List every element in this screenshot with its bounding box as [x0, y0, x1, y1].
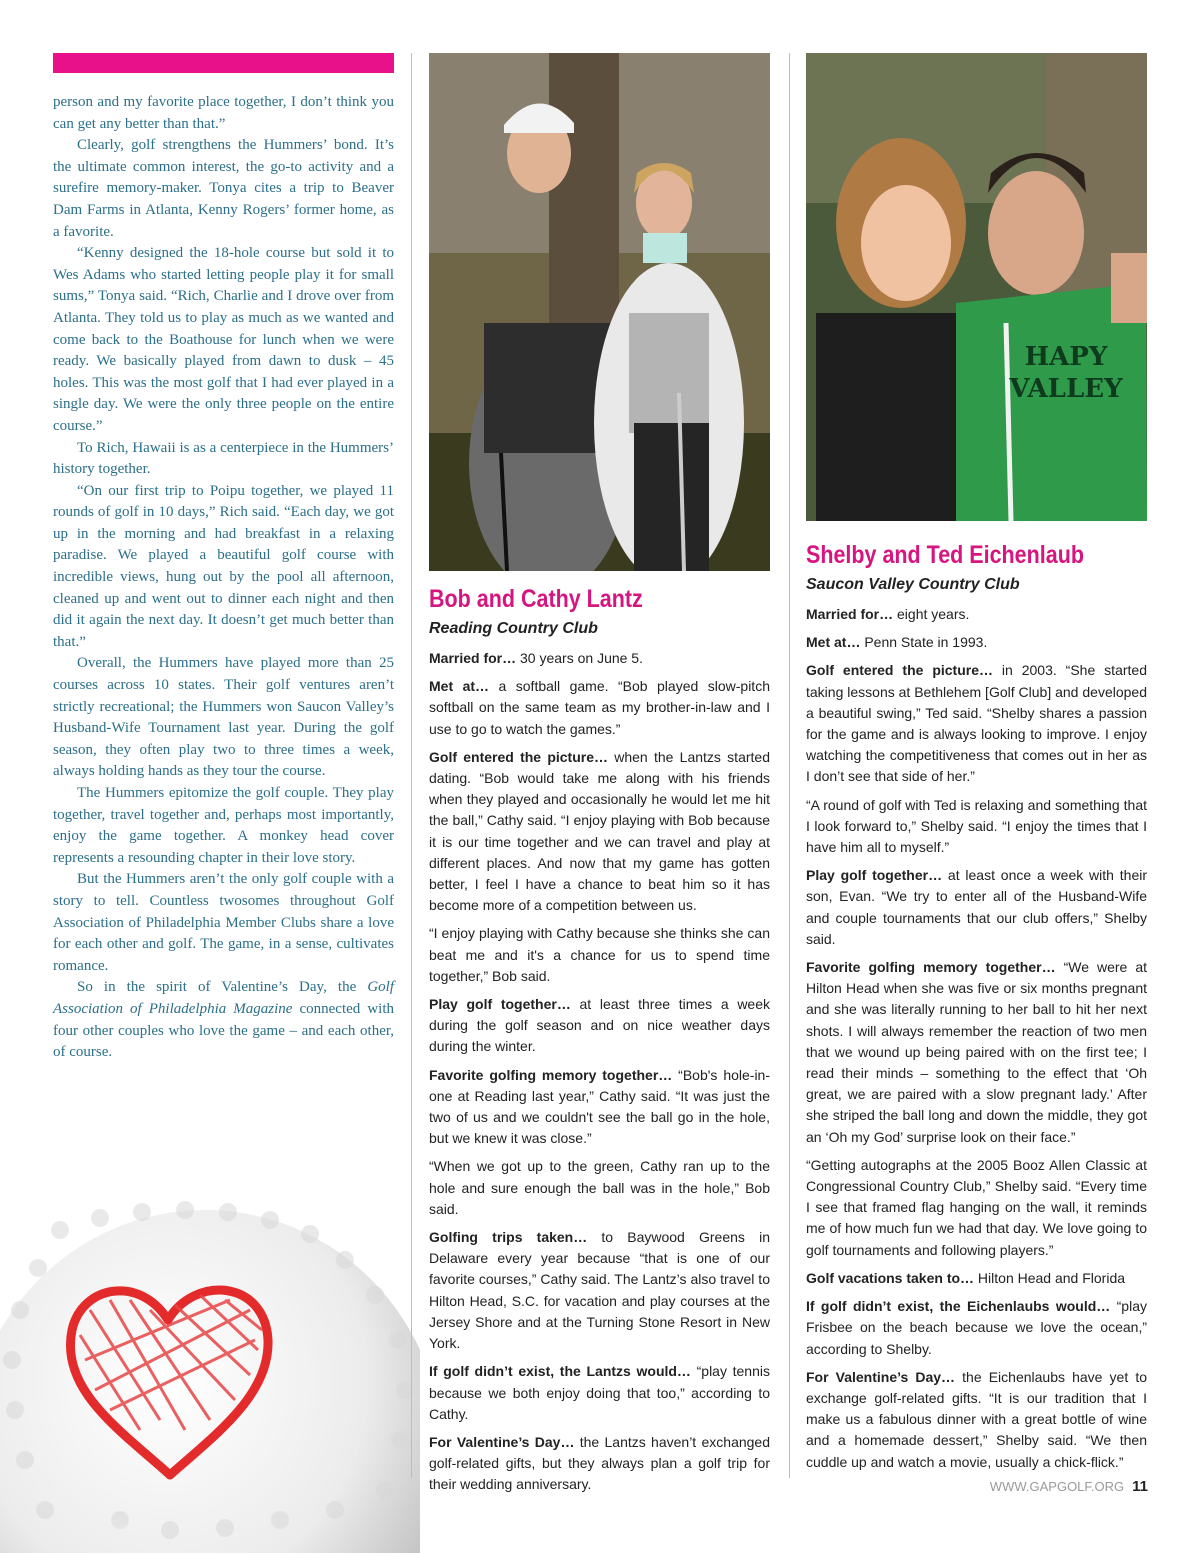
- entry-label: Favorite golfing memory together…: [429, 1066, 673, 1083]
- text-run: connected with four other couples who love the game – and each other, of course.: [53, 1000, 394, 1061]
- paragraph: Overall, the Hummers have played more than 25 courses across 10 states. Their golf ventures aren’t strictly recreational; the Hummers won Saucon Valley’s Husband-Wife Tournament last year. During the golf season, they often play two to three times a week, always holding hands as they tour the course.: [53, 655, 394, 780]
- entry-text: “Bob's hole-in-one at Reading last year,” Cathy said. “It was just the two of us and we couldn't see the ball go in the hole, but we knew it was close.”: [429, 1066, 771, 1147]
- profile-entry: [806, 1296, 1147, 1360]
- paragraph-closing: [53, 977, 394, 1063]
- entry-text: “Getting autographs at the 2005 Booz Allen Classic at Congressional Country Club,” Shelby said. “Every time I see that framed flag hanging on the wall, it reminds me of how much fun we had that day. We love going to golf tournaments and following players.”: [806, 1156, 1147, 1258]
- entry-text: “When we got up to the green, Cathy ran up to the hole and sure enough the ball was in the hole,” Bob said.: [429, 1158, 770, 1217]
- entry-text: “I enjoy playing with Cathy because she thinks she can beat me and it's a chance for us to spend time together,” Bob said.: [429, 925, 770, 984]
- paragraph: But the Hummers aren’t the only golf couple with a story to tell. Countless twosomes throughout Golf Association of Philadelphia Member Clubs share a love for each other and golf. The game, in a sense, cultivates romance.: [53, 871, 394, 974]
- profile-entry: [806, 1268, 1147, 1289]
- profile-entry: [806, 1155, 1147, 1261]
- paragraph: To Rich, Hawaii is as a centerpiece in the Hummers’ history together.: [53, 439, 394, 478]
- entry-text: “play tennis because we both enjoy doing that too,” according to Cathy.: [429, 1363, 770, 1422]
- entry-label: Married for…: [806, 606, 894, 622]
- couple-name-heading: Bob and Cathy Lantz: [429, 585, 643, 613]
- paragraph: “Kenny designed the 18-hole course but sold it to Wes Adams who started letting people play it for small sums,” Tonya said. “Rich, Charlie and I drove over from Atlanta. They told us to play as much as we wanted and come back to the Boathouse for lunch when we were ready. We basically played from dawn to dusk – 45 holes. This was the most golf that I had ever played in a single day. We were the only three people on the entire course.”: [53, 245, 394, 434]
- club-name: Saucon Valley Country Club: [806, 576, 1020, 593]
- page-footer: [990, 1478, 1148, 1495]
- profile-entry: [806, 1367, 1147, 1473]
- profile-entries: [806, 604, 1147, 1473]
- profile-entry: [429, 1065, 770, 1150]
- eichenlaub-couple-photo: [806, 53, 1147, 521]
- paragraph: Clearly, golf strengthens the Hummers’ bond. It’s the ultimate common interest, the go-to activity and a surefire memory-maker. Tonya cites a trip to Beaver Dam Farms in Atlanta, Kenny Rogers’ former home, as a favorite.: [53, 137, 394, 240]
- column-divider: [411, 53, 412, 1478]
- couple-name-heading: Shelby and Ted Eichenlaub: [806, 541, 1084, 569]
- profile-entry: [429, 923, 770, 987]
- website-url: WWW.GAPGOLF.ORG: [989, 1479, 1125, 1494]
- entry-text: in 2003. “She started taking lessons at Bethlehem [Golf Club] and developed a beautiful swing,” Ted said. “Shelby shares a passion for the game and is always looking to improve. I enjoy watching the competitiveness that comes out in her as I don’t see that side of her.”: [806, 662, 1147, 785]
- profile-entry: [806, 604, 1147, 625]
- entry-label: Play golf together…: [806, 867, 943, 884]
- profile-entry: [806, 865, 1147, 950]
- profile-entry: [806, 660, 1147, 787]
- entry-label: Met at…: [429, 678, 490, 695]
- profile-entry: [429, 1156, 770, 1220]
- text-run: So in the spirit of Valentine’s Day, the: [77, 979, 368, 996]
- shirt-text-line: HAPY: [1024, 342, 1108, 372]
- column-divider: [789, 53, 790, 1478]
- entry-label: Golfing trips taken…: [429, 1229, 588, 1246]
- entry-label: If golf didn’t exist, the Eichenlaubs would…: [806, 1298, 1111, 1315]
- entry-text: “play Frisbee on the beach because we love the ocean,” according to Shelby.: [806, 1298, 1147, 1357]
- entry-text: when the Lantzs started dating. “Bob would take me along with his friends when they played and occasionally he would let me hit the ball,” Cathy said. “I enjoy playing with Bob because it is our time together and we can travel and play at different places. And now that my game has gotten better, I feel I have a chance to beat him so it has become more of a competition between us.: [429, 748, 770, 914]
- entry-label: For Valentine’s Day…: [806, 1368, 956, 1385]
- paragraph: person and my favorite place together, I don’t think you can get any better than that.”: [53, 94, 394, 132]
- entry-text: at least three times a week during the golf season and on nice weather days during the winter.: [429, 996, 770, 1055]
- profile-entry: [806, 957, 1147, 1148]
- entry-text: at least once a week with their son, Evan. “We try to enter all of the Husband-Wife and couple tournaments that our club offers,” Shelby said.: [806, 867, 1148, 947]
- lantz-couple-photo: [429, 53, 770, 571]
- paragraph: The Hummers epitomize the golf couple. They play together, travel together and, perhaps most importantly, enjoy the game together. A monkey head cover represents a resounding chapter in their love story.: [53, 785, 394, 866]
- entry-text: “We were at Hilton Head when she was five or six months pregnant and she was literally running to her ball to hit her next shots. I will always remember the reaction of two men that we wound up being paired with on the first tee; I read their minds – something to the effect that ‘Oh great, we are paired with a slow pregnant lady.’ After she striped the ball long and down the middle, they got an ‘Oh my God’ surprise look on their face.”: [806, 959, 1147, 1145]
- profile-entry: [429, 676, 770, 740]
- intro-column: [53, 92, 394, 1064]
- entry-text: the Lantzs haven’t exchanged golf-related gifts, but they always plan a golf trip for their wedding anniversary.: [429, 1433, 770, 1493]
- entry-label: Golf entered the picture…: [429, 748, 608, 765]
- profile-entry: [429, 648, 770, 669]
- lantz-profile: [429, 584, 770, 1503]
- magazine-title: Golf Association of Philadelphia Magazine: [53, 979, 394, 1017]
- entry-label: For Valentine’s Day…: [429, 1433, 575, 1450]
- entry-label: Play golf together…: [429, 996, 571, 1013]
- entry-text: Penn State in 1993.: [860, 634, 988, 651]
- entry-label: Golf entered the picture…: [806, 662, 993, 679]
- entry-text: 30 years on June 5.: [516, 650, 643, 666]
- entry-label: Married for…: [429, 650, 517, 666]
- golf-ball-heart-image: [0, 1190, 420, 1553]
- profile-entry: [429, 747, 770, 917]
- entry-label: Golf vacations taken to…: [806, 1269, 975, 1286]
- entry-label: Favorite golfing memory together…: [806, 959, 1056, 976]
- entry-label: If golf didn’t exist, the Lantzs would…: [429, 1363, 691, 1380]
- entry-text: eight years.: [893, 606, 970, 622]
- section-accent-bar: [53, 53, 394, 73]
- entry-text: the Eichenlaubs have yet to exchange golf-related gifts. “It is our tradition that I make us a fabulous dinner with a great bottle of wine and a homemade dessert,” Shelby said. “We then cuddle up and watch a movie, usually a chick-flick.”: [806, 1368, 1147, 1470]
- shirt-text-line: VALLEY: [1009, 374, 1123, 404]
- profile-entry: [429, 1227, 770, 1354]
- entry-label: Met at…: [806, 634, 861, 651]
- entry-text: a softball game. “Bob played slow-pitch softball on the same team as my brother-in-law and I use to go to watch the games.”: [429, 678, 770, 737]
- profile-entry: [429, 994, 770, 1058]
- profile-entry: [429, 1361, 770, 1425]
- paragraph: “On our first trip to Poipu together, we played 11 rounds of golf in 10 days,” Rich said. “Each day, we got up in the morning and had breakfast in a relaxing paradise. We played a beautiful golf course with incredible views, hung out by the pool all afternoon, cleaned up and went out to dinner each night and then did it again the next day. It doesn’t get much better than that.”: [53, 482, 394, 650]
- page-number: 11: [1132, 1478, 1148, 1495]
- entry-text: Hilton Head and Florida: [974, 1269, 1126, 1286]
- profile-entry: [806, 632, 1147, 653]
- profile-entries: [429, 648, 770, 1496]
- profile-entry: [806, 795, 1147, 859]
- profile-entry: [429, 1432, 770, 1496]
- entry-text: to Baywood Greens in Delaware every year because “that is one of our favorite courses,” Cathy said. The Lantz’s also travel to Hilton Head, S.C. for vacation and play courses at the Jersey Shore and at the Turning Stone Resort in New York.: [429, 1229, 770, 1352]
- club-name: Reading Country Club: [429, 620, 598, 637]
- eichenlaub-profile: [806, 540, 1147, 1480]
- entry-text: “A round of golf with Ted is relaxing and something that I look forward to,” Shelby said. “I enjoy the times that I have him all to myself.”: [806, 796, 1147, 856]
